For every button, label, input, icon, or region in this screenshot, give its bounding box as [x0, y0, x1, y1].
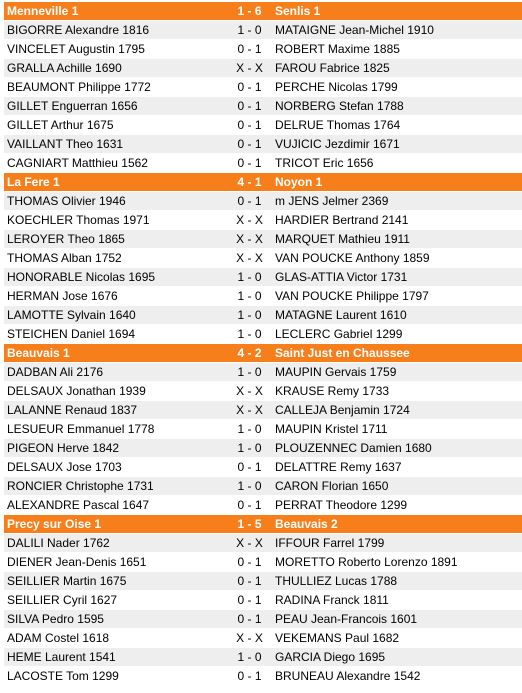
- game-row: [4, 572, 522, 591]
- game-result: 0 - 1: [237, 593, 262, 607]
- home-team-name: La Fere 1: [7, 175, 60, 189]
- home-player: SILVA Pedro 1595: [7, 612, 104, 626]
- game-result: 1 - 0: [237, 422, 262, 436]
- away-player: TRICOT Eric 1656: [275, 156, 374, 170]
- game-row: [4, 553, 522, 572]
- match-score: 4 - 2: [237, 346, 262, 360]
- game-result: X - X: [236, 536, 263, 550]
- away-player: VAN POUCKE Anthony 1859: [275, 251, 430, 265]
- match-block: [4, 515, 522, 686]
- home-player: BIGORRE Alexandre 1816: [7, 23, 150, 37]
- game-row: [4, 192, 522, 211]
- game-result: X - X: [236, 251, 263, 265]
- game-result: X - X: [236, 384, 263, 398]
- game-result: 0 - 1: [237, 42, 262, 56]
- away-player: PLOUZENNEC Damien 1680: [275, 441, 432, 455]
- home-player: CAGNIART Matthieu 1562: [7, 156, 148, 170]
- game-row: [4, 116, 522, 135]
- away-player: KRAUSE Remy 1733: [275, 384, 390, 398]
- game-row: [4, 629, 522, 648]
- game-row: [4, 477, 522, 496]
- home-player: VINCELET Augustin 1795: [7, 42, 145, 56]
- away-player: GARCIA Diego 1695: [275, 650, 386, 664]
- away-team-name: Senlis 1: [275, 4, 321, 18]
- game-result: 1 - 0: [237, 327, 262, 341]
- home-player: LEROYER Theo 1865: [7, 232, 125, 246]
- game-result: 1 - 0: [237, 650, 262, 664]
- game-result: X - X: [236, 213, 263, 227]
- away-player: MATAIGNE Jean-Michel 1910: [275, 23, 434, 37]
- game-row: [4, 325, 522, 344]
- away-player: DELATTRE Remy 1637: [275, 460, 402, 474]
- match-score: 4 - 1: [237, 175, 262, 189]
- game-result: 0 - 1: [237, 555, 262, 569]
- game-row: [4, 420, 522, 439]
- away-player: MARQUET Mathieu 1911: [275, 232, 410, 246]
- home-team-name: Precy sur Oise 1: [7, 517, 102, 531]
- away-player: PERRAT Theodore 1299: [275, 498, 408, 512]
- game-row: [4, 211, 522, 230]
- home-player: SEILLIER Martin 1675: [7, 574, 127, 588]
- match-block: [4, 2, 522, 173]
- away-player: THULLIEZ Lucas 1788: [275, 574, 398, 588]
- away-player: CARON Florian 1650: [275, 479, 389, 493]
- game-result: 1 - 0: [237, 479, 262, 493]
- home-player: DIENER Jean-Denis 1651: [7, 555, 147, 569]
- match-score: 1 - 6: [237, 4, 262, 18]
- home-player: STEICHEN Daniel 1694: [7, 327, 136, 341]
- game-result: 0 - 1: [237, 498, 262, 512]
- game-row: [4, 667, 522, 686]
- away-player: HARDIER Bertrand 2141: [275, 213, 409, 227]
- away-player: CALLEJA Benjamin 1724: [275, 403, 410, 417]
- match-header: [4, 2, 522, 21]
- game-row: [4, 534, 522, 553]
- game-row: [4, 154, 522, 173]
- game-result: 0 - 1: [237, 669, 262, 683]
- away-player: IFFOUR Farrel 1799: [275, 536, 385, 550]
- game-result: 1 - 0: [237, 365, 262, 379]
- home-player: HEME Laurent 1541: [7, 650, 116, 664]
- game-row: [4, 363, 522, 382]
- match-score: 1 - 5: [237, 517, 262, 531]
- home-team-name: Beauvais 1: [7, 346, 70, 360]
- game-row: [4, 591, 522, 610]
- home-player: DADBAN Ali 2176: [7, 365, 104, 379]
- game-result: 0 - 1: [237, 194, 262, 208]
- game-result: 1 - 0: [237, 23, 262, 37]
- home-player: SEILLIER Cyril 1627: [7, 593, 118, 607]
- match-block: [4, 344, 522, 515]
- game-row: [4, 401, 522, 420]
- away-player: VUJICIC Jezdimir 1671: [275, 137, 400, 151]
- away-player: VEKEMANS Paul 1682: [275, 631, 400, 645]
- away-player: PEAU Jean-Francois 1601: [275, 612, 418, 626]
- game-result: 1 - 0: [237, 270, 262, 284]
- away-player: BRUNEAU Alexandre 1542: [275, 669, 421, 683]
- away-player: MORETTO Roberto Lorenzo 1891: [275, 555, 458, 569]
- game-row: [4, 439, 522, 458]
- game-row: [4, 59, 522, 78]
- home-player: PIGEON Herve 1842: [7, 441, 120, 455]
- match-header: [4, 173, 522, 192]
- away-player: PERCHE Nicolas 1799: [275, 80, 398, 94]
- game-result: 0 - 1: [237, 574, 262, 588]
- away-player: MAUPIN Kristel 1711: [275, 422, 388, 436]
- game-result: 0 - 1: [237, 80, 262, 94]
- home-player: DALILI Nader 1762: [7, 536, 110, 550]
- home-player: LESUEUR Emmanuel 1778: [7, 422, 155, 436]
- home-player: RONCIER Christophe 1731: [7, 479, 154, 493]
- home-player: LALANNE Renaud 1837: [7, 403, 138, 417]
- game-result: X - X: [236, 403, 263, 417]
- match-header: [4, 515, 522, 534]
- game-result: 0 - 1: [237, 137, 262, 151]
- home-player: GRALLA Achille 1690: [7, 61, 122, 75]
- game-result: 1 - 0: [237, 308, 262, 322]
- away-player: ROBERT Maxime 1885: [275, 42, 400, 56]
- game-result: X - X: [236, 631, 263, 645]
- away-player: MAUPIN Gervais 1759: [275, 365, 397, 379]
- game-row: [4, 230, 522, 249]
- away-player: NORBERG Stefan 1788: [275, 99, 404, 113]
- away-player: GLAS-ATTIA Victor 1731: [275, 270, 408, 284]
- home-player: GILLET Enguerran 1656: [7, 99, 138, 113]
- home-player: ALEXANDRE Pascal 1647: [7, 498, 150, 512]
- match-header: [4, 344, 522, 363]
- home-player: LACOSTE Tom 1299: [7, 669, 119, 683]
- game-row: [4, 97, 522, 116]
- game-result: 1 - 0: [237, 441, 262, 455]
- home-player: THOMAS Olivier 1946: [7, 194, 126, 208]
- game-row: [4, 287, 522, 306]
- match-block: [4, 173, 522, 344]
- game-result: 0 - 1: [237, 612, 262, 626]
- game-row: [4, 458, 522, 477]
- game-row: [4, 610, 522, 629]
- game-result: 0 - 1: [237, 460, 262, 474]
- game-row: [4, 382, 522, 401]
- results-table: [4, 2, 522, 686]
- game-row: [4, 306, 522, 325]
- game-result: 0 - 1: [237, 156, 262, 170]
- home-team-name: Menneville 1: [7, 4, 79, 18]
- game-result: 0 - 1: [237, 118, 262, 132]
- away-player: VAN POUCKE Philippe 1797: [275, 289, 429, 303]
- game-row: [4, 496, 522, 515]
- home-player: BEAUMONT Philippe 1772: [7, 80, 151, 94]
- home-player: ADAM Costel 1618: [7, 631, 110, 645]
- game-row: [4, 135, 522, 154]
- game-row: [4, 268, 522, 287]
- away-player: RADINA Franck 1811: [275, 593, 389, 607]
- home-player: VAILLANT Theo 1631: [7, 137, 124, 151]
- game-result: 0 - 1: [237, 99, 262, 113]
- home-player: HONORABLE Nicolas 1695: [7, 270, 156, 284]
- away-player: MATAGNE Laurent 1610: [275, 308, 407, 322]
- home-player: DELSAUX Jose 1703: [7, 460, 122, 474]
- away-team-name: Noyon 1: [275, 175, 323, 189]
- home-player: DELSAUX Jonathan 1939: [7, 384, 146, 398]
- game-row: [4, 78, 522, 97]
- away-player: LECLERC Gabriel 1299: [275, 327, 403, 341]
- game-result: 1 - 0: [237, 289, 262, 303]
- away-player: DELRUE Thomas 1764: [275, 118, 401, 132]
- home-player: THOMAS Alban 1752: [7, 251, 122, 265]
- game-row: [4, 21, 522, 40]
- game-result: X - X: [236, 232, 263, 246]
- game-result: X - X: [236, 61, 263, 75]
- game-row: [4, 648, 522, 667]
- away-team-name: Saint Just en Chaussee: [275, 346, 410, 360]
- away-player: m JENS Jelmer 2369: [275, 194, 389, 208]
- home-player: GILLET Arthur 1675: [7, 118, 114, 132]
- away-player: FAROU Fabrice 1825: [275, 61, 390, 75]
- home-player: HERMAN Jose 1676: [7, 289, 118, 303]
- home-player: LAMOTTE Sylvain 1640: [7, 308, 136, 322]
- game-row: [4, 40, 522, 59]
- game-row: [4, 249, 522, 268]
- home-player: KOECHLER Thomas 1971: [7, 213, 150, 227]
- away-team-name: Beauvais 2: [275, 517, 338, 531]
